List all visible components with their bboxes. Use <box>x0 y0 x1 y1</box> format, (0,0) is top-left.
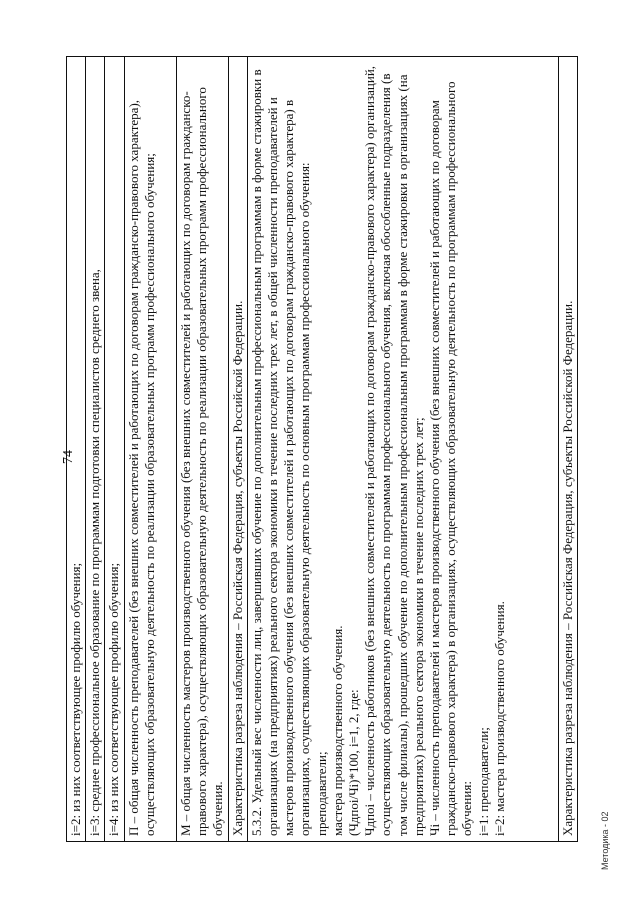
indicator-paragraph: 5.3.2. Удельный вес численности лиц, завершивших обучение по дополнительным профессиональным программам в форме стажировки в организациях (на предприятиях) реального сектора экономики в течение последних трех лет, в общей численности преподавателей и мастеров производственного обучения (без внешних совместителей и работающих по договорам гражданско-правового характера) в организациях, осуществляющих образовательную деятельность по основным программам профессионального обучения: <box>248 69 313 836</box>
table-cell: i=2: из них соответствующее профилю обучения; <box>67 57 86 842</box>
table-cell <box>247 57 558 842</box>
table-cell: i=3: среднее профессиональное образование по программам подготовки специалистов среднего звена, <box>86 57 105 842</box>
page-number: 74 <box>61 450 76 464</box>
table-row <box>124 57 176 842</box>
table-cell: Характеристика разреза наблюдения – Российская Федерация, субъекты Российской Федерации. <box>558 57 577 842</box>
footer-label: Методика - 02 <box>600 811 610 870</box>
table-row <box>105 57 124 842</box>
table-cell: i=4: из них соответствующее профилю обучения; <box>105 57 124 842</box>
table-cell: М – общая численность мастеров производственного обучения (без внешних совместителей и работающих по договорам гражданско-правового характера), осуществляющих образовательную деятельность по реализации образовательных программ профессионального обучения. <box>176 57 228 842</box>
table-row <box>558 57 577 842</box>
table-row <box>86 57 105 842</box>
table-cell: Характеристика разреза наблюдения – Российская Федерация, субъекты Российской Федерации. <box>228 57 247 842</box>
table-row <box>247 57 558 842</box>
table-row <box>176 57 228 842</box>
indicator-paragraph: Чi – численность преподавателей и мастеров производственного обучения (без внешних совместителей и работающих по договорам гражданско-правового характера) в организациях, осуществляющих образовательную деятельность по программам профессионального обучения: <box>427 81 475 836</box>
indicator-paragraph: преподаватели; <box>313 751 329 836</box>
table-row <box>228 57 247 842</box>
indicator-paragraph: i=2: мастера производственного обучения. <box>491 601 507 836</box>
indicator-paragraph: мастера производственного обучения. <box>329 625 345 836</box>
table-cell: П – общая численность преподавателей (без внешних совместителей и работающих по договорам гражданско-правового характера), осуществляющих образовательную деятельность по реализации образовательных программ профессионального обучения; <box>124 57 176 842</box>
table-row <box>67 57 86 842</box>
indicator-paragraph: i=1: преподаватели; <box>475 727 491 836</box>
formula: (Чдпоi/Чi)*100, i=1, 2, где: <box>346 689 362 836</box>
rotated-page <box>66 56 578 842</box>
indicator-paragraph: Чдпоi – численность работников (без внешних совместителей и работающих по договорам гражданско-правового характера) организаций, осуществляющих образовательную деятельность по программам профессионального обучения, включая обособленные подразделения (в том числе филиалы), прошедших обучение по дополнительным профессиональным программам в форме стажировки в организациях (на предприятиях) реального сектора экономики в течение последних трех лет; <box>362 65 426 836</box>
indicator-table <box>66 56 578 842</box>
